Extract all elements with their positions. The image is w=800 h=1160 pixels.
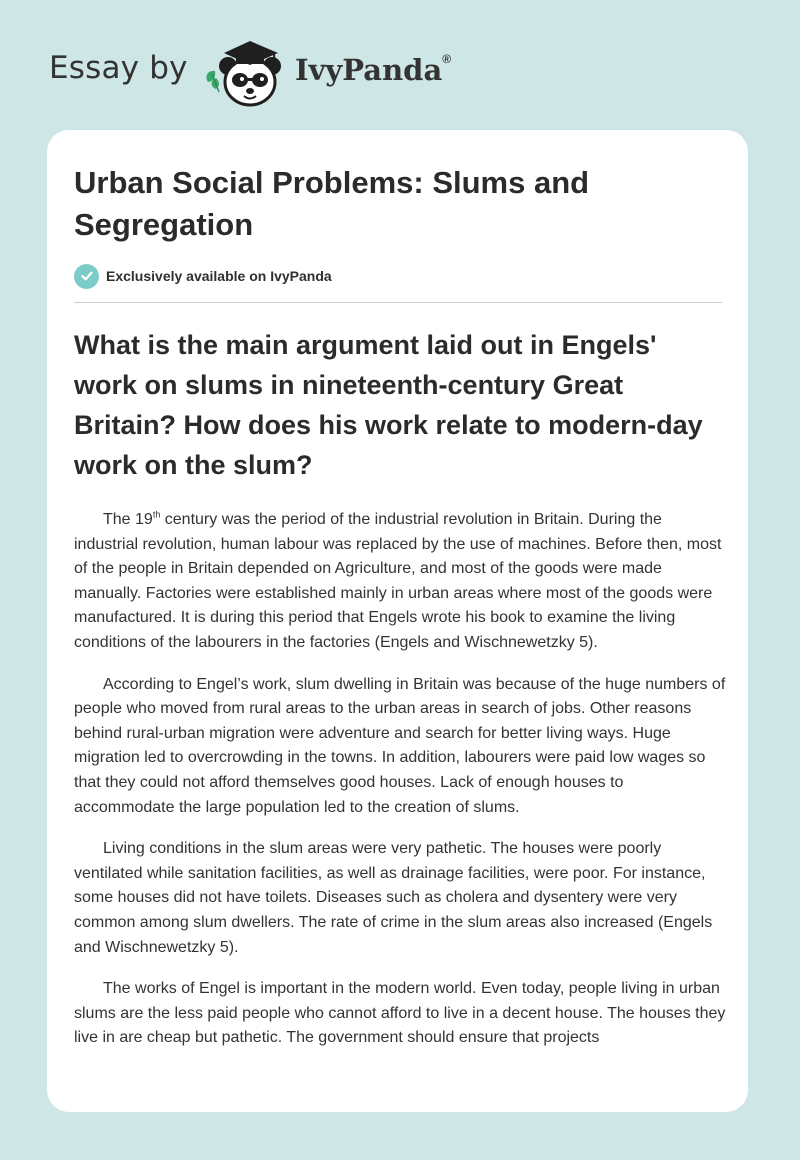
essay-title: Urban Social Problems: Slums and Segregation <box>74 165 590 242</box>
divider <box>74 302 722 303</box>
paragraph-text: century was the period of the industrial revolution in Britain. During the industrial revolution, human labour was replaced by the use of machines. Before then, most of the people in Britain depended on Agriculture, and most of the goods were made manually. Factories were established mainly in urban areas where most of the goods were manufactured. It is during this period that Engels wrote his book to examine the living conditions of the labourers in the factories (Engels and Wischnewetzky 5). <box>74 511 722 651</box>
registered-mark: ® <box>442 52 452 67</box>
essay-question-heading: What is the main argument laid out in Engels' work on slums in nineteenth-century Great Britain? How does his work relate to modern-day work on the slum? <box>74 330 703 480</box>
panda-logo-icon[interactable] <box>202 36 292 110</box>
essay-card <box>47 130 748 1112</box>
checkmark-circle-icon <box>74 264 99 289</box>
brand-prefix: Essay by <box>49 50 188 86</box>
essay-body <box>74 508 726 1068</box>
paragraph: Living conditions in the slum areas were very pathetic. The houses were poorly ventilated while sanitation facilities, as well as drainage facilities, were poor. For instance, some houses did not have toilets. Diseases such as cholera and dysentery were very common among slum dwellers. The rate of crime in the slum areas also increased (Engels and Wischnewetzky 5). <box>74 840 713 956</box>
site-header <box>49 32 509 112</box>
paragraph-text: The 19 <box>103 511 153 528</box>
brand-name-text: IvyPanda <box>295 53 443 87</box>
exclusive-label: Exclusively available on IvyPanda <box>106 268 332 284</box>
paragraph <box>74 508 726 656</box>
paragraph: The works of Engel is important in the modern world. Even today, people living in urban slums are the less paid people who cannot afford to live in a decent house. The houses they live in are cheap but pathetic. The government should ensure that projects <box>74 980 726 1047</box>
superscript: th <box>152 509 161 520</box>
brand-name[interactable] <box>295 53 451 87</box>
paragraph: According to Engel’s work, slum dwelling in Britain was because of the huge numbers of people who moved from rural areas to the urban areas in search of jobs. Other reasons behind rural-urban migration were adventure and search for better living ways. Huge migration led to overcrowding in the towns. In addition, labourers were paid low wages so that they could not afford themselves good houses. Lack of enough houses to accommodate the large population led to the creation of slums. <box>74 675 726 816</box>
exclusive-badge <box>74 263 332 289</box>
